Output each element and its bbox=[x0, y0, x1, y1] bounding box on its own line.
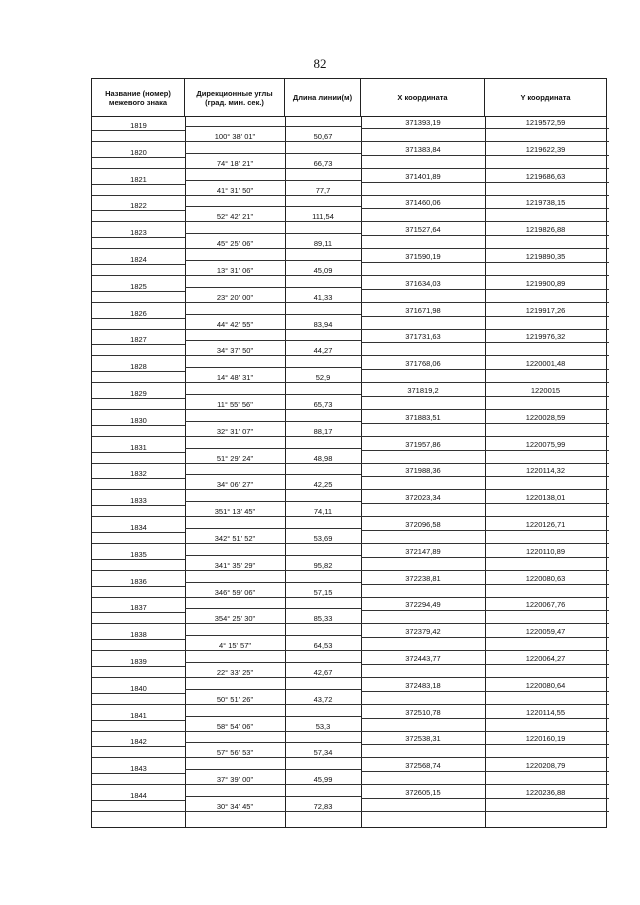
y-coordinate: 1219572,59 bbox=[525, 118, 566, 127]
x-coordinate: 371460,06 bbox=[405, 198, 441, 208]
direction-angle: 52° 42' 21" bbox=[216, 212, 254, 222]
direction-angle: 34° 37' 50" bbox=[216, 346, 254, 356]
row-rule bbox=[361, 731, 609, 732]
point-name: 1836 bbox=[130, 576, 147, 586]
row-rule bbox=[185, 260, 361, 261]
point-name: 1838 bbox=[130, 630, 147, 640]
header-name: Название (номер) межевого знака bbox=[92, 79, 185, 116]
direction-angle: 22° 33' 25" bbox=[216, 668, 254, 677]
row-rule bbox=[361, 597, 609, 598]
row-rule bbox=[185, 153, 361, 154]
x-coordinate: 371768,06 bbox=[405, 359, 441, 369]
table-row bbox=[92, 626, 606, 653]
row-rule bbox=[92, 570, 361, 571]
row-rule bbox=[92, 355, 361, 356]
table-body bbox=[92, 117, 606, 827]
row-rule bbox=[92, 398, 185, 399]
row-rule bbox=[92, 784, 361, 785]
row-rule bbox=[361, 141, 609, 142]
table-row bbox=[92, 171, 606, 198]
line-length: 89,11 bbox=[313, 239, 333, 249]
point-name: 1824 bbox=[130, 255, 147, 264]
row-rule bbox=[361, 289, 609, 290]
line-length: 111,54 bbox=[312, 212, 334, 222]
row-rule bbox=[92, 704, 361, 705]
row-rule bbox=[361, 409, 609, 410]
table-row bbox=[92, 573, 606, 600]
direction-angle: 4° 15' 57" bbox=[218, 641, 252, 651]
row-rule bbox=[361, 704, 609, 705]
point-name: 1837 bbox=[130, 603, 147, 613]
point-name: 1844 bbox=[130, 791, 147, 800]
point-name: 1830 bbox=[130, 415, 147, 425]
line-length: 45,99 bbox=[313, 775, 333, 785]
point-name: 1828 bbox=[130, 362, 147, 372]
y-coordinate: 1220080,64 bbox=[525, 680, 566, 690]
y-coordinate: 1220138,01 bbox=[525, 493, 566, 503]
line-length: 45,09 bbox=[313, 266, 333, 275]
direction-angle: 11° 55' 56" bbox=[217, 400, 253, 409]
table-row bbox=[92, 680, 606, 707]
row-rule bbox=[92, 141, 361, 142]
row-rule bbox=[361, 195, 609, 196]
table-row bbox=[92, 385, 606, 412]
row-rule bbox=[92, 505, 185, 506]
x-coordinate: 371883,51 bbox=[405, 412, 441, 422]
row-rule bbox=[361, 623, 609, 624]
line-length: 52,9 bbox=[315, 373, 331, 383]
line-length: 42,25 bbox=[313, 480, 333, 490]
x-coordinate: 372538,31 bbox=[405, 734, 441, 744]
point-name: 1827 bbox=[130, 335, 147, 345]
table-row bbox=[92, 331, 606, 358]
y-coordinate: 1220236,88 bbox=[525, 788, 566, 797]
row-rule bbox=[361, 771, 609, 772]
table-row bbox=[92, 760, 606, 787]
row-rule bbox=[92, 382, 361, 383]
row-rule bbox=[185, 742, 361, 743]
row-rule bbox=[92, 693, 185, 694]
line-length: 57,15 bbox=[313, 587, 333, 597]
x-coordinate: 371819,2 bbox=[407, 386, 439, 395]
row-rule bbox=[92, 489, 361, 490]
x-coordinate: 371671,98 bbox=[405, 305, 441, 315]
row-rule bbox=[185, 448, 361, 449]
line-length: 64,53 bbox=[313, 641, 333, 651]
row-rule bbox=[92, 264, 185, 265]
row-rule bbox=[92, 452, 185, 453]
row-rule bbox=[361, 744, 609, 745]
row-rule bbox=[92, 436, 361, 437]
direction-angle: 74° 18' 21" bbox=[216, 158, 254, 168]
row-rule bbox=[185, 662, 361, 663]
line-length: 85,33 bbox=[313, 614, 333, 624]
row-rule bbox=[185, 769, 361, 770]
row-rule bbox=[361, 503, 609, 504]
x-coordinate: 372147,89 bbox=[405, 546, 441, 556]
table-row bbox=[92, 197, 606, 224]
row-rule bbox=[361, 530, 609, 531]
row-rule bbox=[361, 463, 609, 464]
x-coordinate: 371590,19 bbox=[405, 252, 441, 261]
point-name: 1822 bbox=[130, 201, 147, 211]
row-rule bbox=[361, 637, 609, 638]
point-name: 1840 bbox=[130, 683, 147, 693]
direction-angle: 30° 34' 45" bbox=[216, 802, 254, 811]
row-rule bbox=[92, 425, 185, 426]
row-rule bbox=[361, 355, 609, 356]
point-name: 1831 bbox=[130, 442, 147, 452]
point-name: 1843 bbox=[130, 764, 147, 774]
row-rule bbox=[361, 784, 609, 785]
row-rule bbox=[92, 720, 185, 721]
row-rule bbox=[92, 210, 185, 211]
y-coordinate: 1219917,26 bbox=[525, 305, 566, 315]
row-rule bbox=[361, 798, 609, 799]
point-name: 1842 bbox=[130, 737, 147, 747]
header-length: Длина линии(м) bbox=[285, 79, 361, 116]
x-coordinate: 372568,74 bbox=[405, 761, 441, 771]
row-rule bbox=[185, 555, 361, 556]
x-coordinate: 371401,89 bbox=[405, 171, 441, 181]
row-rule bbox=[185, 287, 361, 288]
x-coordinate: 372483,18 bbox=[405, 680, 441, 690]
row-rule bbox=[361, 664, 609, 665]
point-name: 1820 bbox=[130, 147, 147, 157]
point-name: 1835 bbox=[130, 549, 147, 559]
table-row bbox=[92, 707, 606, 734]
row-rule bbox=[92, 773, 185, 774]
direction-angle: 58° 54' 06" bbox=[216, 721, 254, 731]
x-coordinate: 372605,15 bbox=[405, 788, 441, 797]
line-length: 43,72 bbox=[313, 694, 333, 704]
y-coordinate: 1219900,89 bbox=[525, 278, 566, 288]
row-rule bbox=[361, 570, 609, 571]
direction-angle: 354° 25' 30" bbox=[214, 614, 256, 624]
row-rule bbox=[92, 731, 361, 732]
row-rule bbox=[92, 157, 185, 158]
y-coordinate: 1219686,63 bbox=[525, 171, 566, 181]
x-coordinate: 371988,36 bbox=[405, 466, 441, 476]
row-rule bbox=[92, 597, 361, 598]
direction-angle: 100° 38' 01" bbox=[214, 132, 256, 141]
line-length: 65,73 bbox=[313, 400, 333, 409]
page-number: 82 bbox=[313, 56, 327, 71]
row-rule bbox=[361, 436, 609, 437]
direction-angle: 14° 48' 31" bbox=[216, 373, 254, 383]
row-rule bbox=[361, 489, 609, 490]
row-rule bbox=[185, 528, 361, 529]
row-rule bbox=[92, 184, 185, 185]
row-rule bbox=[92, 344, 185, 345]
row-rule bbox=[92, 302, 361, 303]
y-coordinate: 1220067,76 bbox=[525, 600, 566, 610]
row-rule bbox=[361, 718, 609, 719]
point-name: 1832 bbox=[130, 469, 147, 479]
row-rule bbox=[92, 532, 185, 533]
coordinates-table bbox=[91, 78, 607, 828]
line-length: 53,3 bbox=[315, 721, 331, 731]
row-rule bbox=[92, 639, 185, 640]
x-coordinate: 372294,49 bbox=[405, 600, 441, 610]
point-name: 1841 bbox=[130, 710, 147, 720]
x-coordinate: 371383,84 bbox=[405, 144, 441, 154]
direction-angle: 57° 56' 53" bbox=[216, 748, 254, 758]
y-coordinate: 1220126,71 bbox=[525, 520, 566, 529]
row-rule bbox=[185, 635, 361, 636]
direction-angle: 41° 31' 50" bbox=[216, 185, 254, 195]
row-rule bbox=[361, 275, 609, 276]
y-coordinate: 1219976,32 bbox=[525, 332, 566, 342]
row-rule bbox=[361, 543, 609, 544]
row-rule bbox=[361, 610, 609, 611]
table-row bbox=[92, 439, 606, 466]
line-length: 95,82 bbox=[313, 560, 333, 570]
direction-angle: 351° 13' 45" bbox=[214, 507, 256, 517]
x-coordinate: 372510,78 bbox=[405, 707, 441, 717]
row-rule bbox=[361, 476, 609, 477]
y-coordinate: 1220064,27 bbox=[525, 654, 566, 663]
y-coordinate: 1220080,63 bbox=[525, 573, 566, 583]
row-rule bbox=[361, 757, 609, 758]
row-rule bbox=[361, 450, 609, 451]
line-length: 66,73 bbox=[313, 158, 333, 168]
point-name: 1834 bbox=[130, 523, 147, 532]
row-rule bbox=[92, 757, 361, 758]
y-coordinate: 1220015 bbox=[530, 386, 561, 395]
row-rule bbox=[185, 689, 361, 690]
y-coordinate: 1220110,89 bbox=[525, 546, 566, 556]
table-row bbox=[92, 465, 606, 492]
table-row bbox=[92, 519, 606, 546]
direction-angle: 32° 31' 07" bbox=[216, 426, 254, 436]
table-row bbox=[92, 358, 606, 385]
row-rule bbox=[361, 423, 609, 424]
x-coordinate: 371393,19 bbox=[405, 118, 441, 127]
x-coordinate: 371731,63 bbox=[405, 332, 441, 342]
row-rule bbox=[185, 501, 361, 502]
line-length: 53,69 bbox=[313, 534, 333, 543]
table-row bbox=[92, 144, 606, 171]
row-rule bbox=[92, 543, 361, 544]
header-y: Y координата bbox=[520, 93, 571, 102]
row-rule bbox=[92, 291, 185, 292]
table-row bbox=[92, 278, 606, 305]
y-coordinate: 1220001,48 bbox=[525, 359, 566, 369]
x-coordinate: 372023,34 bbox=[405, 493, 441, 503]
table-row bbox=[92, 787, 606, 814]
row-rule bbox=[361, 396, 609, 397]
row-rule bbox=[361, 650, 609, 651]
row-rule bbox=[361, 248, 609, 249]
point-name: 1826 bbox=[130, 308, 147, 318]
row-rule bbox=[92, 318, 185, 319]
y-coordinate: 1220059,47 bbox=[525, 627, 566, 637]
row-rule bbox=[92, 559, 185, 560]
direction-angle: 341° 35' 29" bbox=[214, 560, 256, 570]
y-coordinate: 1220160,19 bbox=[525, 734, 566, 744]
row-rule bbox=[185, 394, 361, 395]
direction-angle: 346° 59' 06" bbox=[214, 587, 256, 597]
point-name: 1829 bbox=[130, 389, 147, 398]
row-rule bbox=[92, 329, 361, 330]
row-rule bbox=[185, 796, 361, 797]
x-coordinate: 371634,03 bbox=[405, 278, 441, 288]
row-rule bbox=[361, 557, 609, 558]
point-name: 1819 bbox=[130, 121, 147, 130]
row-rule bbox=[361, 208, 609, 209]
line-length: 57,34 bbox=[313, 748, 333, 758]
x-coordinate: 372443,77 bbox=[405, 654, 441, 663]
row-rule bbox=[185, 608, 361, 609]
row-rule bbox=[92, 371, 185, 372]
line-length: 72,83 bbox=[313, 802, 333, 811]
row-rule bbox=[92, 623, 361, 624]
row-rule bbox=[92, 237, 185, 238]
line-length: 41,33 bbox=[313, 292, 333, 302]
point-name: 1821 bbox=[130, 174, 147, 184]
point-name: 1839 bbox=[130, 657, 147, 666]
row-rule bbox=[185, 233, 361, 234]
row-rule bbox=[92, 248, 361, 249]
row-rule bbox=[185, 206, 361, 207]
y-coordinate: 1219890,35 bbox=[525, 252, 566, 261]
row-rule bbox=[92, 800, 185, 801]
y-coordinate: 1220114,32 bbox=[525, 466, 566, 476]
row-rule bbox=[185, 126, 361, 127]
x-coordinate: 371527,64 bbox=[405, 225, 441, 235]
direction-angle: 37° 39' 00" bbox=[216, 775, 254, 785]
row-rule bbox=[92, 221, 361, 222]
y-coordinate: 1220208,79 bbox=[525, 761, 566, 771]
row-rule bbox=[92, 195, 361, 196]
row-rule bbox=[92, 746, 185, 747]
row-rule bbox=[361, 382, 609, 383]
row-rule bbox=[185, 582, 361, 583]
header-x: X координата bbox=[361, 79, 485, 116]
row-rule bbox=[361, 584, 609, 585]
line-length: 74,11 bbox=[313, 507, 333, 517]
row-rule bbox=[361, 168, 609, 169]
row-rule bbox=[185, 716, 361, 717]
table-row bbox=[92, 492, 606, 519]
table-row bbox=[92, 653, 606, 680]
row-rule bbox=[92, 409, 361, 410]
direction-angle: 50° 51' 26" bbox=[216, 694, 254, 704]
row-rule bbox=[361, 302, 609, 303]
line-length: 83,94 bbox=[313, 319, 333, 329]
line-length: 42,67 bbox=[313, 668, 333, 677]
row-rule bbox=[361, 369, 609, 370]
row-rule bbox=[92, 130, 185, 131]
row-rule bbox=[361, 182, 609, 183]
row-rule bbox=[361, 128, 609, 129]
row-rule bbox=[92, 516, 361, 517]
table-row bbox=[92, 412, 606, 439]
row-rule bbox=[92, 463, 361, 464]
row-rule bbox=[92, 811, 361, 812]
y-coordinate: 1220028,59 bbox=[525, 412, 566, 422]
line-length: 88,17 bbox=[313, 426, 333, 436]
point-name: 1833 bbox=[130, 496, 147, 506]
row-rule bbox=[185, 421, 361, 422]
table-row bbox=[92, 117, 606, 144]
table-header bbox=[92, 79, 606, 117]
row-rule bbox=[92, 586, 185, 587]
line-length: 44,27 bbox=[313, 346, 333, 356]
row-rule bbox=[361, 691, 609, 692]
direction-angle: 23° 20' 00" bbox=[216, 292, 254, 302]
x-coordinate: 372379,42 bbox=[405, 627, 441, 637]
y-coordinate: 1219738,15 bbox=[525, 198, 566, 208]
row-rule bbox=[361, 235, 609, 236]
row-rule bbox=[92, 478, 185, 479]
point-name: 1823 bbox=[130, 228, 147, 238]
y-coordinate: 1219826,88 bbox=[525, 225, 566, 235]
row-rule bbox=[361, 155, 609, 156]
row-rule bbox=[361, 811, 609, 812]
row-rule bbox=[92, 666, 185, 667]
row-rule bbox=[92, 275, 361, 276]
y-coordinate: 1220075,99 bbox=[525, 439, 566, 449]
row-rule bbox=[92, 650, 361, 651]
x-coordinate: 372238,81 bbox=[405, 573, 441, 583]
y-coordinate: 1219622,39 bbox=[525, 144, 566, 154]
direction-angle: 13° 31' 06" bbox=[216, 266, 254, 275]
table-row bbox=[92, 546, 606, 573]
header-angle: Дирекционные углы (град. мин. сек.) bbox=[185, 79, 285, 116]
table-row bbox=[92, 599, 606, 626]
row-rule bbox=[92, 168, 361, 169]
direction-angle: 51° 29' 24" bbox=[216, 453, 254, 463]
row-rule bbox=[361, 262, 609, 263]
x-coordinate: 372096,58 bbox=[405, 520, 441, 529]
direction-angle: 44° 42' 55" bbox=[216, 319, 254, 329]
row-rule bbox=[361, 316, 609, 317]
direction-angle: 45° 25' 06" bbox=[216, 239, 254, 249]
x-coordinate: 371957,86 bbox=[405, 439, 441, 449]
table-row bbox=[92, 251, 606, 278]
line-length: 77,7 bbox=[315, 185, 331, 195]
row-rule bbox=[361, 342, 609, 343]
table-row bbox=[92, 224, 606, 251]
point-name: 1825 bbox=[130, 281, 147, 291]
row-rule bbox=[92, 612, 185, 613]
row-rule bbox=[361, 221, 609, 222]
table-row bbox=[92, 305, 606, 332]
row-rule bbox=[92, 677, 361, 678]
line-length: 48,98 bbox=[313, 453, 333, 463]
row-rule bbox=[185, 367, 361, 368]
row-rule bbox=[361, 677, 609, 678]
y-coordinate: 1220114,55 bbox=[525, 707, 566, 717]
direction-angle: 34° 06' 27" bbox=[216, 480, 254, 490]
direction-angle: 342° 51' 52" bbox=[214, 534, 256, 543]
row-rule bbox=[185, 180, 361, 181]
table-row bbox=[92, 733, 606, 760]
line-length: 50,67 bbox=[313, 132, 333, 141]
row-rule bbox=[361, 516, 609, 517]
row-rule bbox=[185, 314, 361, 315]
row-rule bbox=[185, 340, 361, 341]
row-rule bbox=[361, 329, 609, 330]
row-rule bbox=[185, 474, 361, 475]
